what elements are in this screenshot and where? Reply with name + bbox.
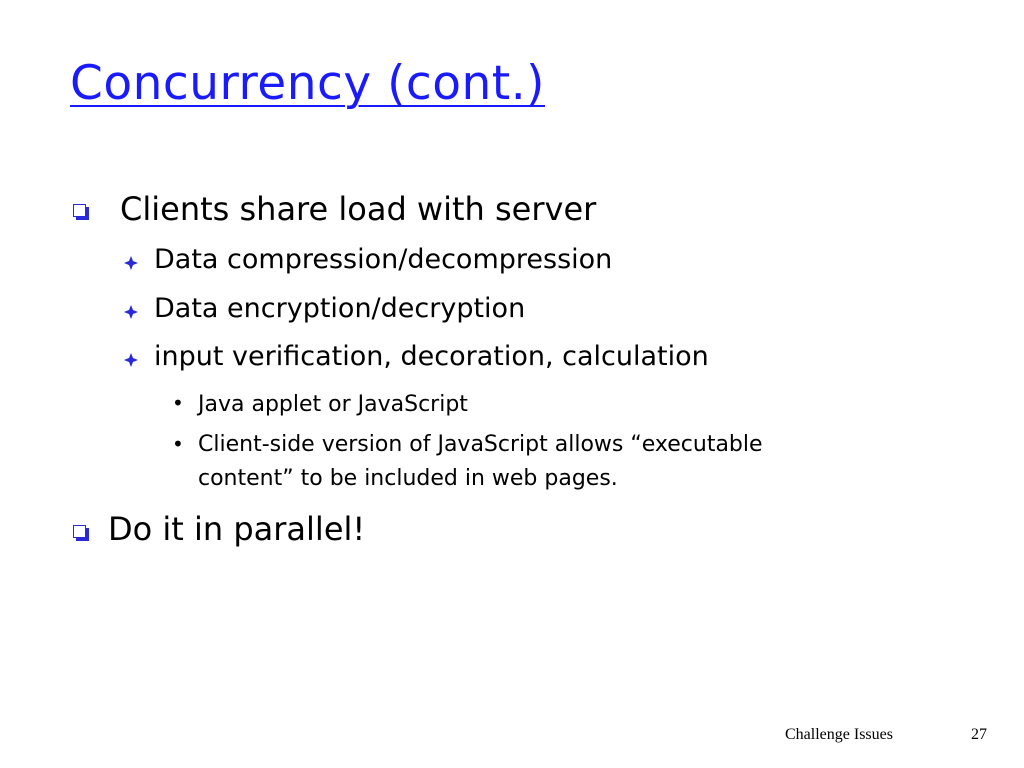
bullet-clients-share-load: Clients share load with server (120, 190, 597, 228)
diamond-bullet-icon (124, 305, 138, 319)
slide-title: Concurrency (cont.) (70, 56, 546, 111)
hollow-square-icon (73, 204, 89, 220)
sub-sub-bullet-java-applet: Java applet or JavaScript (198, 392, 468, 417)
sub-bullet-encryption: Data encryption/decryption (154, 293, 526, 324)
diamond-bullet-icon (124, 256, 138, 270)
bullet-dot: • (172, 432, 184, 456)
footer-section: Challenge Issues (785, 726, 893, 743)
sub-bullet-input-verification: input verification, decoration, calculation (154, 341, 709, 372)
bullet-do-it-in-parallel: Do it in parallel! (108, 510, 366, 548)
diamond-bullet-icon (124, 353, 138, 367)
hollow-square-icon (73, 525, 89, 541)
footer-page-number: 27 (971, 726, 987, 743)
bullet-dot: • (172, 391, 184, 415)
sub-sub-bullet-client-side-line2: content” to be included in web pages. (198, 466, 618, 491)
sub-bullet-compression: Data compression/decompression (154, 244, 613, 275)
sub-sub-bullet-client-side-line1: Client-side version of JavaScript allows “executable (198, 432, 763, 457)
